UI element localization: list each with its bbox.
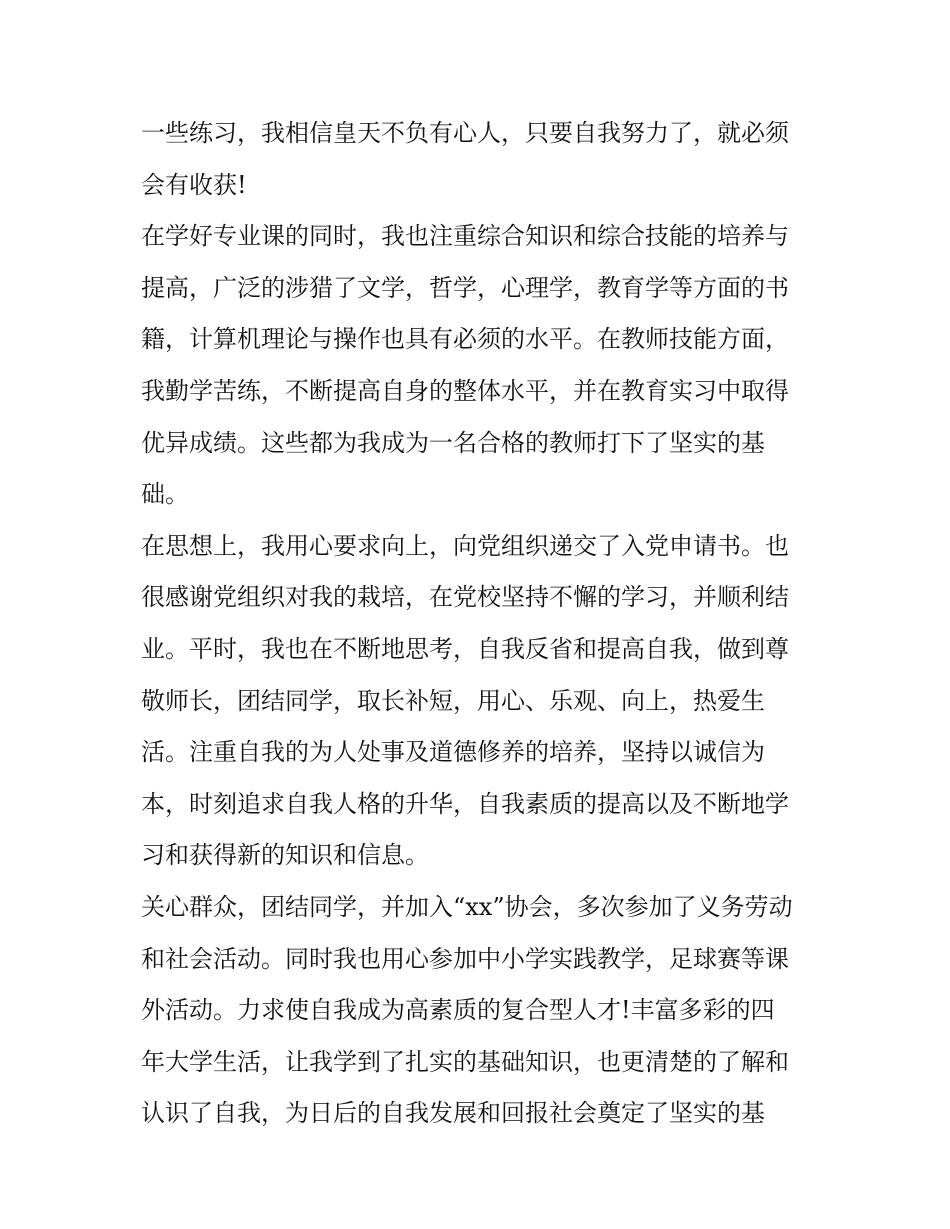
text-line-5: 籍，计算机理论与操作也具有必须的水平。在教师技能方面，: [141, 325, 789, 354]
text-line-17: 和社会活动。同时我也用心参加中小学实践教学，足球赛等课: [141, 944, 789, 973]
text-line-13: 活。注重自我的为人处事及道德修养的培养，坚持以诚信为: [141, 738, 765, 767]
text-line-4: 提高，广泛的涉猎了文学，哲学，心理学，教育学等方面的书: [141, 273, 789, 302]
text-line-10: 很感谢党组织对我的栽培，在党校坚持不懈的学习，并顺利结: [141, 583, 789, 612]
text-line-15: 习和获得新的知识和信息。: [141, 841, 429, 870]
text-line-7: 优异成绩。这些都为我成为一名合格的教师打下了坚实的基: [141, 428, 765, 457]
text-line-1: 一些练习，我相信皇天不负有心人，只要自我努力了，就必须: [141, 119, 789, 147]
text-line-11: 业。平时，我也在不断地思考，自我反省和提高自我，做到尊: [141, 634, 789, 663]
text-line-14: 本，时刻追求自我人格的升华，自我素质的提高以及不断地学: [141, 789, 789, 818]
text-line-16: 关心群众，团结同学，并加入“xx”协会，多次参加了义务劳动: [141, 892, 793, 921]
text-line-20: 认识了自我，为日后的自我发展和回报社会奠定了坚实的基: [141, 1099, 765, 1128]
text-line-9: 在思想上，我用心要求向上，向党组织递交了入党申请书。也: [141, 531, 789, 560]
text-line-6: 我勤学苦练，不断提高自身的整体水平，并在教育实习中取得: [141, 376, 789, 405]
text-line-2: 会有收获!: [141, 170, 247, 199]
text-line-12: 敬师长，团结同学，取长补短，用心、乐观、向上，热爱生: [141, 686, 765, 715]
text-line-18: 外活动。力求使自我成为高素质的复合型人才!丰富多彩的四: [141, 996, 775, 1025]
text-line-8: 础。: [141, 480, 189, 509]
text-line-3: 在学好专业课的同时，我也注重综合知识和综合技能的培养与: [141, 222, 789, 251]
text-line-19: 年大学生活，让我学到了扎实的基础知识，也更清楚的了解和: [141, 1047, 789, 1076]
body-text: [141, 108, 821, 1140]
